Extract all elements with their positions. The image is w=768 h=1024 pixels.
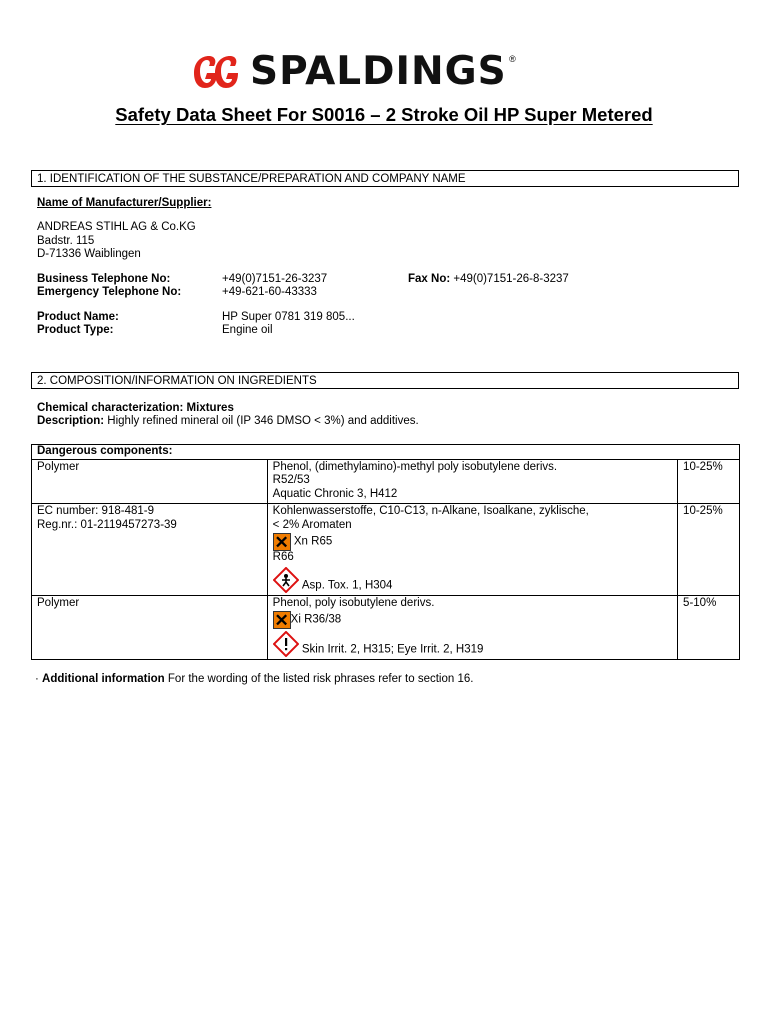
document-title: Safety Data Sheet For S0016 – 2 Stroke Oil HP Super Metered xyxy=(115,104,653,125)
spaldings-logo xyxy=(190,49,516,94)
table-header: Dangerous components: xyxy=(32,445,740,460)
exclamation-mark-icon xyxy=(273,631,299,657)
chemical-characterization: Chemical characterization: Mixtures xyxy=(37,402,234,414)
logo-wordmark: SPALDINGS xyxy=(250,49,507,94)
detail-line: < 2% Aromaten xyxy=(272,518,352,531)
detail-line: Xn R65 xyxy=(293,535,333,548)
fax-value: +49(0)7151-26-8-3237 xyxy=(453,273,569,285)
hazard-line xyxy=(273,533,672,551)
address-line: D-71336 Waiblingen xyxy=(37,248,141,260)
product-name-value: HP Super 0781 319 805... xyxy=(222,311,355,323)
identifier-line: Reg.nr.: 01-2119457273-39 xyxy=(37,518,177,531)
table-row xyxy=(32,595,740,660)
identifier-line: Polymer xyxy=(37,596,80,609)
address-line: ANDREAS STIHL AG & Co.KG xyxy=(37,221,196,233)
product-type-label: Product Type: xyxy=(37,324,114,336)
harmful-x-icon: ✕ xyxy=(274,533,289,552)
component-identifier xyxy=(32,595,268,660)
fax-row xyxy=(408,273,569,287)
business-tel-value: +49(0)7151-26-3237 xyxy=(222,273,328,285)
component-details xyxy=(267,504,677,596)
detail-line: Asp. Tox. 1, H304 xyxy=(301,579,393,591)
fax-label: Fax No: xyxy=(408,273,451,285)
component-details xyxy=(267,595,677,660)
description-row xyxy=(37,415,419,429)
product-name-label: Product Name: xyxy=(37,311,119,323)
additional-information xyxy=(35,673,473,687)
component-percentage: 10-25% xyxy=(678,459,740,504)
table-row xyxy=(32,504,740,596)
description-label: Description: xyxy=(37,415,105,427)
table-header-row xyxy=(32,445,740,460)
emergency-tel-label: Emergency Telephone No: xyxy=(37,286,182,298)
bullet: · xyxy=(35,673,39,685)
additional-information-text: For the wording of the listed risk phrases refer to section 16. xyxy=(167,673,474,685)
table-row xyxy=(32,459,740,504)
section-2-heading: 2. COMPOSITION/INFORMATION ON INGREDIENTS xyxy=(31,372,739,389)
dangerous-components-table xyxy=(31,444,740,660)
spaldings-logo-mark-icon xyxy=(190,53,242,91)
emergency-tel-value: +49-621-60-43333 xyxy=(222,286,317,298)
description-value: Highly refined mineral oil (IP 346 DMSO < 3%) and additives. xyxy=(107,415,419,427)
section-1-heading: 1. IDENTIFICATION OF THE SUBSTANCE/PREPARATION AND COMPANY NAME xyxy=(31,170,739,187)
component-identifier xyxy=(32,504,268,596)
detail-line: Phenol, poly isobutylene derivs. xyxy=(272,596,435,609)
component-percentage: 10-25% xyxy=(678,504,740,596)
detail-line: Skin Irrit. 2, H315; Eye Irrit. 2, H319 xyxy=(301,643,484,656)
address-line: Badstr. 115 xyxy=(37,235,95,247)
hazard-line xyxy=(273,631,672,657)
component-details xyxy=(267,459,677,504)
additional-information-label: Additional information xyxy=(42,673,165,685)
identifier-line: EC number: 918-481-9 xyxy=(37,505,154,517)
component-percentage: 5-10% xyxy=(678,595,740,660)
detail-line: R52/53 xyxy=(272,474,310,486)
hazard-line xyxy=(273,611,672,629)
health-hazard-icon xyxy=(273,567,299,593)
detail-line: Aquatic Chronic 3, H412 xyxy=(272,487,398,500)
product-type-value: Engine oil xyxy=(222,324,273,336)
manufacturer-label: Name of Manufacturer/Supplier: xyxy=(37,197,212,209)
identifier-line: Polymer xyxy=(37,460,80,473)
component-identifier xyxy=(32,459,268,504)
business-tel-label: Business Telephone No: xyxy=(37,273,171,285)
detail-line: Phenol, (dimethylamino)-methyl poly isobutylene derivs. xyxy=(272,460,558,473)
detail-line: Xi R36/38 xyxy=(290,613,342,626)
hazard-line xyxy=(273,567,672,593)
registered-mark: ® xyxy=(509,54,516,64)
detail-line: Kohlenwasserstoffe, C10-C13, n-Alkane, Isoalkane, zyklische, xyxy=(272,505,589,517)
irritant-x-icon: ✕ xyxy=(274,611,289,630)
detail-line: R66 xyxy=(272,551,294,563)
